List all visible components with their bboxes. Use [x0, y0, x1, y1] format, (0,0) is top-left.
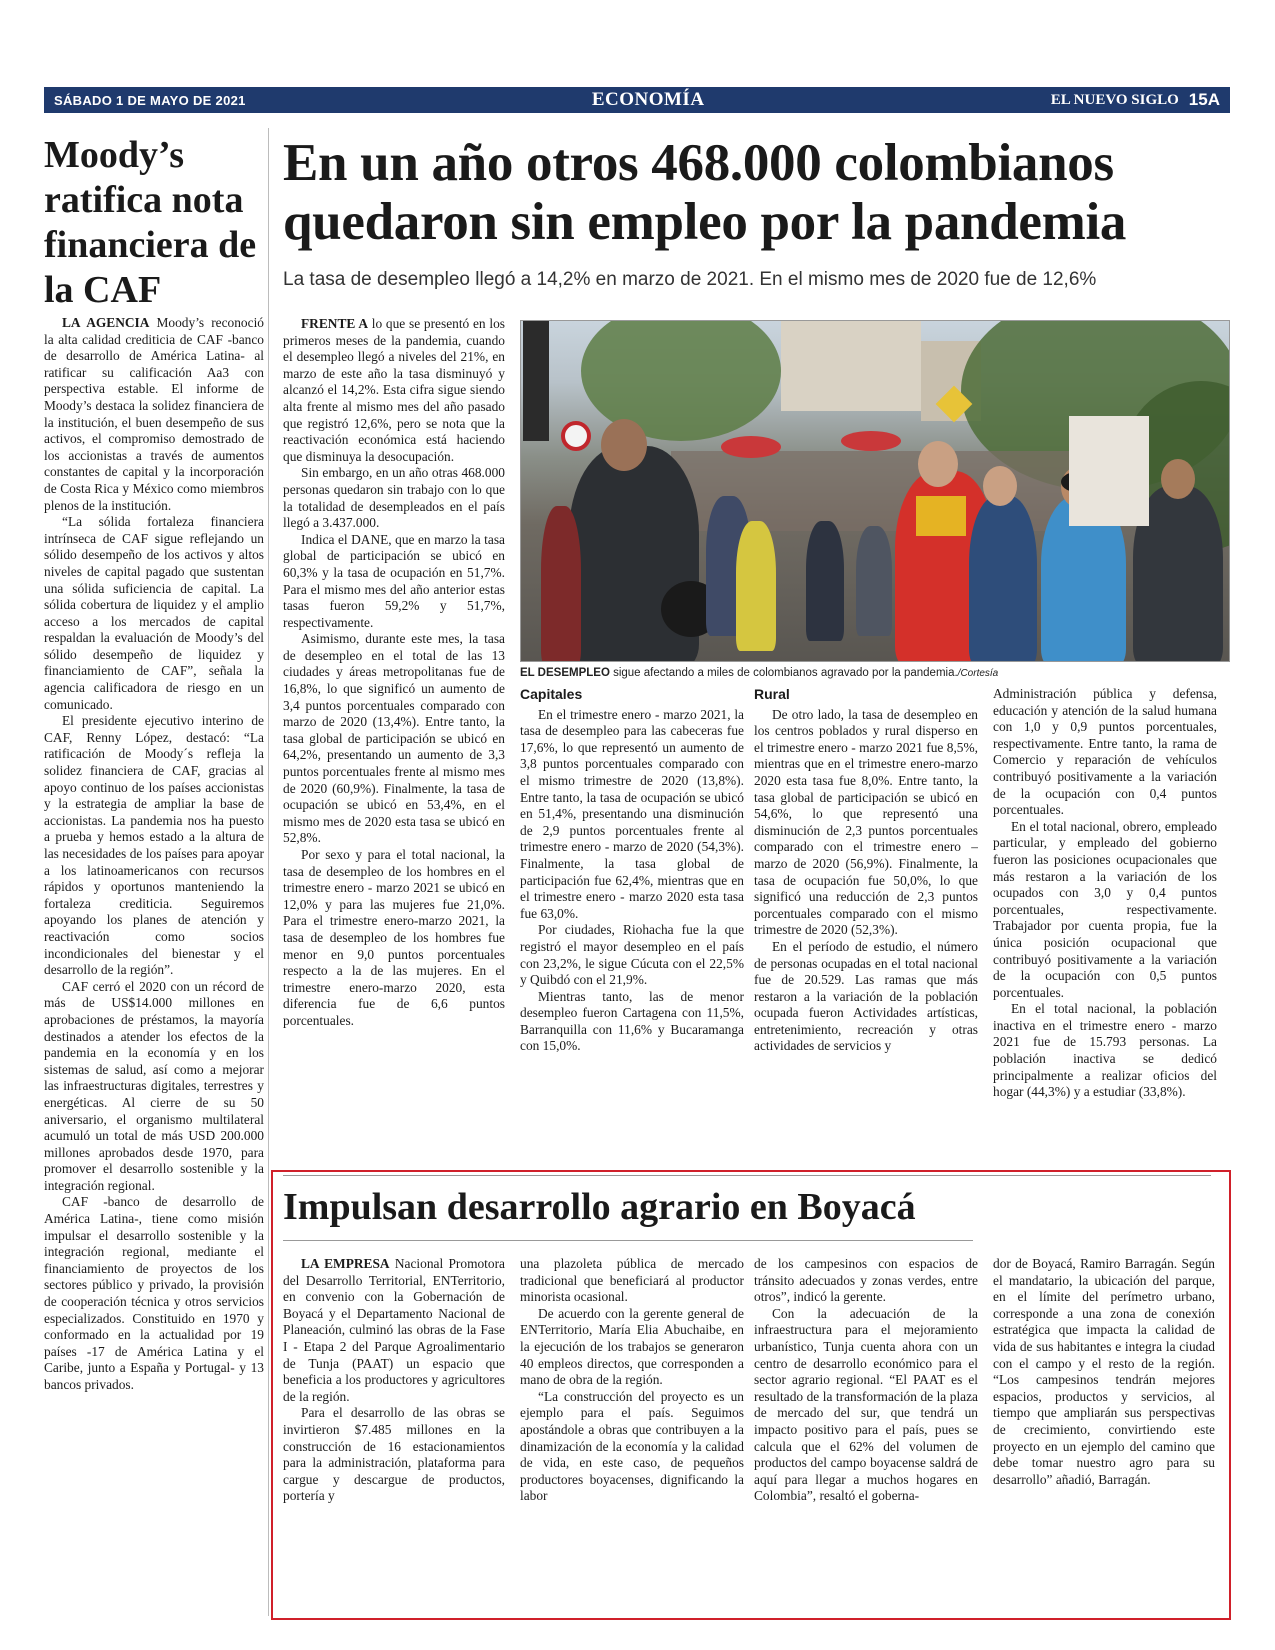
main-article-column-1 — [283, 316, 505, 1148]
main-article-paragraph: De otro lado, la tasa de desempleo en los centros poblados y rural disperso en el trimestre enero - marzo 2021 fue 8,5%, mientras que en el trimestre enero-marzo 2020 esta tasa fue 8,0%. Entre tanto, la tasa global de participación se ubicó en 54,6%, lo que representó una disminución de 2,3 puntos porcentuales comparado con el trimestre enero – marzo de 2020 (56,9%). Finalmente, la tasa de ocupación fue 50,0%, lo que significó una reducción de 2,3 puntos porcentuales comparado con el mismo trimestre de 2020 (52,3%). — [754, 706, 978, 938]
main-article-column-2 — [520, 686, 744, 1148]
boyaca-title-rule — [283, 1240, 973, 1241]
boyaca-paragraph: de los campesinos con espacios de tránsito adecuados y zonas verdes, entre otros”, indicó la gerente. — [754, 1256, 978, 1305]
main-article-paragraph: En el trimestre enero - marzo 2021, la tasa de desempleo para las cabeceras fue 17,6%, lo que representó un aumento de 3,8 puntos porcentuales comparado con el mismo trimestre de 2020 (13,8%). Entre tanto, la tasa de ocupación se ubicó en 51,4%, presentando una disminución de 2,9 puntos porcentuales frente al trimestre enero - marzo de 2020 (54,3%). Finalmente, la tasa global de participación fue 62,4%, mientras que en el trimestre enero - marzo 2020 esta tasa fue 63,0%. — [520, 706, 744, 921]
boyaca-paragraph: De acuerdo con la gerente general de ENTerritorio, María Elia Abuchaibe, en la ejecución de los trabajos se generaron 40 empleos directos, que corresponden a mano de obra de la región. — [520, 1305, 744, 1388]
main-article-paragraph: Por ciudades, Riohacha fue la que registró el mayor desempleo en el país con 23,2%, le sigue Cúcuta con el 22,5% y Quibdó con el 21,9%. — [520, 922, 744, 988]
street-crowd-photo — [520, 320, 1230, 662]
page-header-bar — [44, 87, 1230, 113]
boyaca-column-2 — [520, 1256, 744, 1612]
newspaper-name: EL NUEVO SIGLO — [1050, 91, 1179, 108]
page-number: 15A — [1188, 90, 1220, 109]
photo-caption-lead: EL DESEMPLEO — [520, 667, 610, 679]
main-article-column-4 — [993, 686, 1217, 1164]
main-article-paragraph: En el período de estudio, el número de personas ocupadas en el total nacional fue de 20.529. Las ramas que más restaron a la variación de la población ocupada fueron Actividades artísticas, entretenimiento, recreación y otras actividades de servicios y — [754, 938, 978, 1054]
main-article-paragraph: Administración pública y defensa, educación y atención de la salud humana con 1,0 y 0,9 puntos porcentuales, respectivamente. Entre tanto, la rama de Comercio y reparación de vehículos contribuyó positivamente a la variación de la ocupación con 0,4 puntos porcentuales. — [993, 686, 1217, 818]
boyaca-paragraph: Con la adecuación de la infraestructura para el mejoramiento urbanístico, Tunja cuenta ahora con un centro de desarrollo económico para el sector agrario regional. “El PAAT es el resultado de la transformación de la plaza de mercado del sur, que tendrá un impacto positivo para el país, pues se calcula que el 62% del volumen de productos del campo boyacense saldrá de aquí para llegar a muchos hogares en Colombia”, resaltó el goberna- — [754, 1305, 978, 1504]
side-article-body — [44, 315, 264, 1615]
side-article-lead: LA AGENCIA — [62, 315, 150, 330]
main-article-paragraph: FRENTE A lo que se presentó en los primeros meses de la pandemia, cuando el desempleo llegó a niveles del 21%, en marzo de este año la tasa disminuyó y alcanzó el 14,2%. Esta cifra sigue siendo alta frente al mismo mes del año pasado que registró 12,6%, pero se nota que la reactivación económica está haciendo que disminuya la desocupación. — [283, 316, 505, 464]
boyaca-paragraph: una plazoleta pública de mercado tradicional que beneficiará al productor minorista ocasional. — [520, 1256, 744, 1305]
side-article-paragraph: El presidente ejecutivo interino de CAF, Renny López, destacó: “La ratificación de Moody´s refleja la solidez financiera de CAF, gracias al apoyo continuo de los países accionistas y la estrategia de ampliar la base de accionistas. La pandemia nos ha puesto a prueba y hemos estado a la altura de las necesidades de los países para apoyar a los latinoamericanos con recursos rápidos y oportunos manteniendo la fortaleza crediticia. Seguiremos apoyando los planes de atención y reactivación como socios incondicionales del bienestar y el desarrollo de la región”. — [44, 713, 264, 978]
main-article-paragraph: Mientras tanto, las de menor desempleo fueron Cartagena con 11,5%, Barranquilla con 11,6% y Bucaramanga con 15,0%. — [520, 988, 744, 1054]
photo-caption-text: sigue afectando a miles de colombianos agravado por la pandemia. — [609, 667, 958, 679]
main-article-paragraph: Indica el DANE, que en marzo la tasa global de participación se ubicó en 60,3% y la tasa de ocupación en 51,7%. Para el mismo mes del año anterior estas tasas fueron 59,2% y 51,7%, respectivamente. — [283, 531, 505, 630]
subhead-capitales: Capitales — [520, 686, 583, 702]
main-article-paragraph: Sin embargo, en un año otras 468.000 personas quedaron sin trabajo con lo que la totalidad de desempleados en el país llegó a 3.437.000. — [283, 465, 505, 531]
boyaca-column-4 — [993, 1256, 1215, 1612]
side-article-paragraph: LA AGENCIA Moody’s reconoció la alta calidad crediticia de CAF -banco de desarrollo de América Latina- al ratificar su calificación Aa3 con perspectiva estable. El informe de Moody’s destaca la solidez financiera de la institución, el buen desempeño de sus activos, el compromiso demostrado de los accionistas a través de aumentos constantes de capital y la incorporación de Costa Rica y México como miembros plenos de la institución. — [44, 315, 264, 513]
main-article-paragraph: Asimismo, durante este mes, la tasa de desempleo en el total de las 13 ciudades y áreas metropolitanas fue de 16,8%, lo que significó un aumento de 3,4 puntos porcentuales comparado con marzo de 2020 (13,4%). Entre tanto, la tasa global de participación se ubicó en 64,2%, presentando un aumento de 3,3 puntos porcentuales frente al mismo mes de 2020 (60,9%). Finalmente, la tasa de ocupación se ubicó en 53,4%, en el mismo mes de 2020 esta tasa se ubicó en 52,8%. — [283, 631, 505, 846]
main-article-lead: FRENTE A — [301, 316, 368, 331]
boyaca-article-title: Impulsan desarrollo agrario en Boyacá — [283, 1186, 916, 1228]
boyaca-paragraph: LA EMPRESA Nacional Promotora del Desarrollo Territorial, ENTerritorio, en convenio con la Gobernación de Boyacá y el Departamento Nacional de Planeación, culminó las obras de la Fase I - Etapa 2 del Parque Agroalimentario de Tunja (PAAT) un espacio que beneficia a los productores y agricultores de la región. — [283, 1256, 505, 1404]
boyaca-column-3 — [754, 1256, 978, 1612]
boyaca-paragraph: “La construcción del proyecto es un ejemplo para el país. Seguimos apostándole a obras que contribuyen a la dinamización de la economía y la calidad de vida, en este caso, de pequeños productores boyacenses, dignificando la labor — [520, 1388, 744, 1504]
side-article-title: Moody’s ratifica nota financiera de la CAF — [44, 134, 257, 311]
subhead-rural: Rural — [754, 686, 790, 702]
main-article-paragraph: En el total nacional, obrero, empleado particular, y empleado del gobierno fueron las posiciones ocupacionales que más restaron a la variación de los ocupados con 3,0 y 0,4 puntos porcentuales, respectivamente. Trabajador por cuenta propia, fue la única posición ocupacional que contribuyó positivamente a la variación de la ocupación con 0,5 puntos porcentuales. — [993, 818, 1217, 1000]
header-right — [1051, 90, 1220, 110]
main-article-subtitle: La tasa de desempleo llegó a 14,2% en marzo de 2021. En el mismo mes de 2020 fue de 12,6% — [283, 269, 1097, 290]
main-article-paragraph: Por sexo y para el total nacional, la tasa de desempleo de los hombres en el trimestre enero - marzo 2021 se ubicó en 12,0% y para las mujeres fue 21,0%. Para el trimestre enero-marzo 2021, la tasa de desempleo de los hombres fue menor en 9,0 puntos porcentuales respecto a la de las mujeres. En el trimestre enero-marzo 2020, esta diferencia fue de 6,6 puntos porcentuales. — [283, 847, 505, 1028]
side-article-paragraph: CAF cerró el 2020 con un récord de más de US$14.000 millones en aprobaciones de préstamos, la mayoría destinados a atender los efectos de la pandemia en la economía y en los sistemas de salud, así como a mejorar las infraestructuras digitales, terrestres y energéticas. Al cierre de su 50 aniversario, el organismo multilateral acumuló un total de más USD 200.000 millones aprobados desde 1970, para promover el desarrollo sostenible y la integración regional. — [44, 978, 264, 1193]
column-divider — [268, 128, 269, 1616]
side-article-paragraph: CAF -banco de desarrollo de América Latina-, tiene como misión impulsar el desarrollo sostenible y la integración regional, mediante el financiamiento de proyectos de los sectores público y privado, la provisión de cooperación técnica y otros servicios especializados. Constituido en 1970 y conformado en la actualidad por 19 países -17 de América Latina y el Caribe, junto a España y Portugal- y 13 bancos privados. — [44, 1194, 264, 1392]
main-article-paragraph: En el total nacional, la población inactiva en el trimestre enero - marzo 2021 fue de 15.793 personas. La población inactiva se dedicó principalmente a realizar oficios del hogar (44,3%) y a estudiar (33,8%). — [993, 1001, 1217, 1100]
boyaca-lead: LA EMPRESA — [301, 1256, 390, 1271]
boyaca-column-1 — [283, 1256, 505, 1612]
boyaca-paragraph: dor de Boyacá, Ramiro Barragán. Según el mandatario, la ubicación del parque, en el límite del perímetro urbano, corresponde a una zona de conexión estratégica que impacta la calidad de vida de sus habitantes e integra la ciudad con el campo y el resto de la región. “Los campesinos tendrán mejores espacios, productos y servicios, al tiempo que ampliarán sus perspectivas de crecimiento, convirtiendo este proyecto en un ejemplo del camino que debe tomar nuestro agro para su desarrollo” añadió, Barragán. — [993, 1256, 1215, 1487]
issue-date: SÁBADO 1 DE MAYO DE 2021 — [54, 92, 246, 108]
section-rule — [283, 1175, 1211, 1176]
boyaca-paragraph: Para el desarrollo de las obras se invirtieron $7.485 millones en la construcción de 16 estacionamientos para la administración, plataforma para cargue y descargue de productos, portería y — [283, 1405, 505, 1504]
main-article-title: En un año otros 468.000 colombianos quedaron sin empleo por la pandemia — [283, 134, 1127, 251]
side-article-paragraph: “La sólida fortaleza financiera intrínseca de CAF sigue reflejando un sólido desempeño de los activos y altos niveles de capital pagado que sustentan una sólida suficiencia de capital. La sólida cobertura de liquidez y el amplio acceso a los mercados de capital respaldan la evaluación de Moody’s del sólido desempeño de liquidez y financiamiento de CAF”, señala la agencia calificadora de riesgo en un comunicado. — [44, 514, 264, 712]
photo-caption — [520, 666, 1230, 681]
photo-credit: /Cortesía — [957, 668, 999, 679]
main-article-column-3 — [754, 686, 978, 1148]
section-name: ECONOMÍA — [591, 89, 705, 110]
